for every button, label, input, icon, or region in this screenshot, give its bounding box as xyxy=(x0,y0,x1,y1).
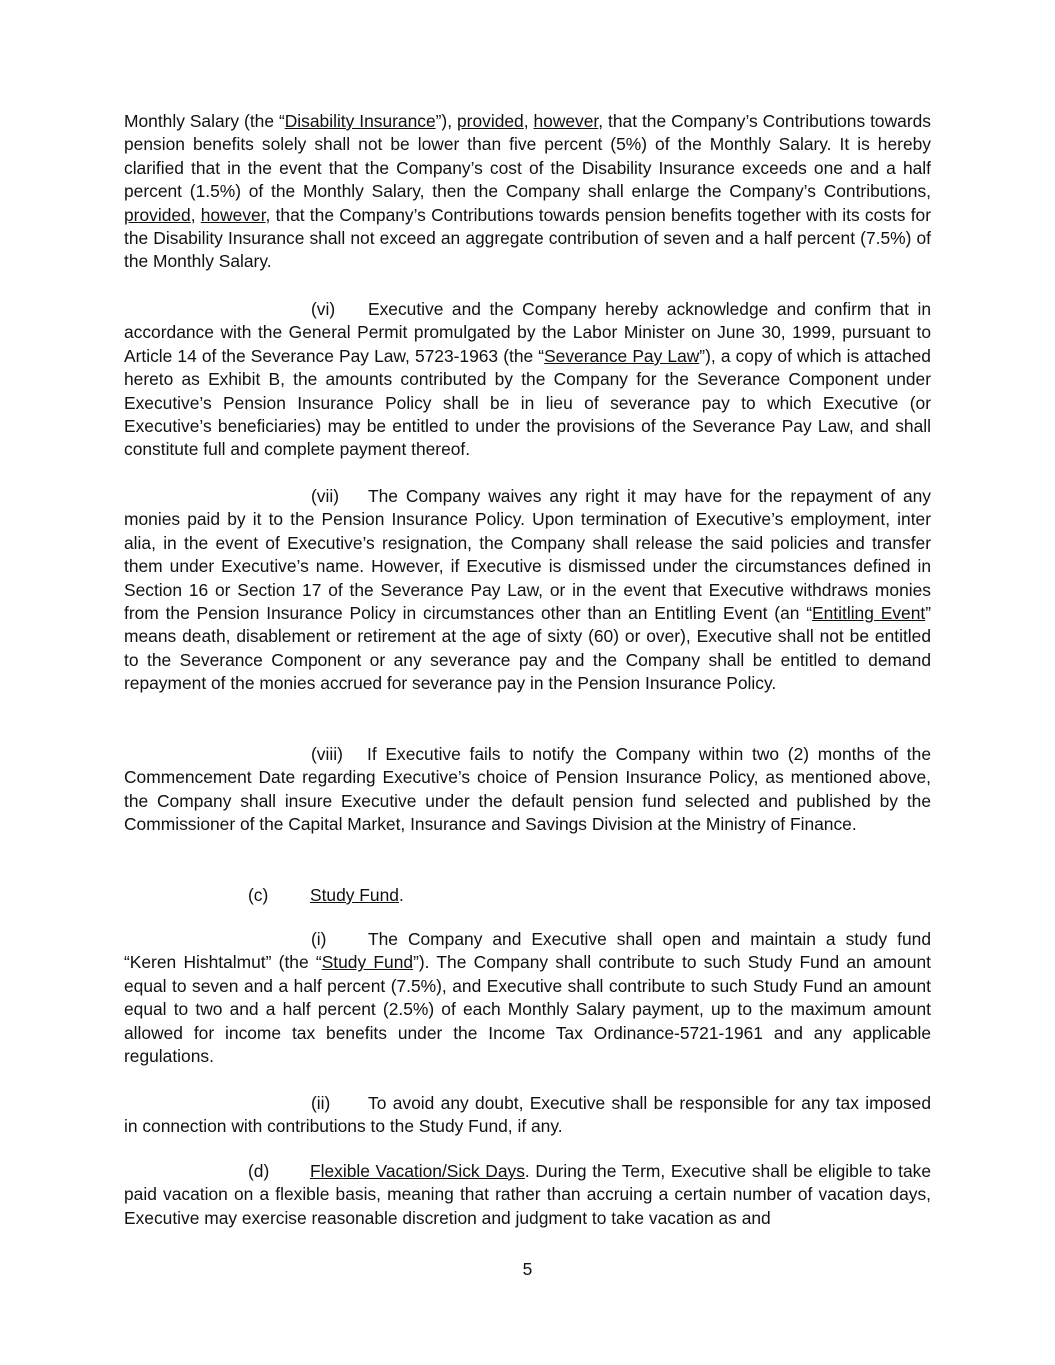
paragraph-viii xyxy=(124,743,931,837)
text-run: ”), a copy of which is attached hereto as Exhibit B, the amounts contributed by the Company for the Severance Component under Executive’s Pension Insurance Policy shall be in lieu of severance pay to which Executive (or Executive’s beneficiaries) may be entitled to under the provisions of the Severance Pay Law, and shall constitute full and complete payment thereof. xyxy=(124,345,931,460)
paragraph-disability-insurance xyxy=(124,110,931,274)
text-run: Monthly Salary (the “ xyxy=(124,111,285,131)
section-title: Study Fund xyxy=(310,885,399,905)
section-heading-study-fund xyxy=(124,884,931,907)
paragraph-study-fund-ii xyxy=(124,1092,931,1139)
text-run: . xyxy=(398,885,404,905)
text-run: ”), xyxy=(435,111,457,131)
emphasis-provided: provided xyxy=(124,204,191,225)
defined-term-severance-pay-law: Severance Pay Law xyxy=(544,345,700,366)
text-run: ”). The Company shall contribute to such Study Fund an amount equal to seven and a half percent (7.5%), and Executive shall contribute to such Study Fund an amount equal to two and a half percent (2.5%) of each Monthly Salary payment, up to the maximum amount allowed for income tax benefits under the Income Tax Ordinance-5721-1961 and any applicable regulations. xyxy=(124,952,931,1067)
emphasis-however: however xyxy=(200,204,266,225)
text-run: , that the Company’s Contributions towards pension benefits solely shall not be lower than five percent (5%) of the Monthly Salary. It is hereby clarified that in the event that the Company’s cost of the Disability Insurance exceeds one and a half percent (1.5%) of the Monthly Salary, then the Company shall enlarge the Company’s Contributions, xyxy=(124,111,931,202)
paragraph-flexible-vacation xyxy=(124,1160,931,1230)
page-number: 5 xyxy=(522,1259,533,1279)
clause-number: (vii) xyxy=(311,486,340,506)
text-run: The Company waives any right it may have for the repayment of any monies paid by it to the Pension Insurance Policy. Upon termination of Executive’s employment, inter alia, in the event of Executive’s resignation, the Company shall release the said policies and transfer them under Executive’s name. However, if Executive is dismissed under the circumstances defined in Section 16 or Section 17 of the Severance Pay Law, or in the event that Executive withdraws monies from the Pension Insurance Policy in circumstances other than an Entitling Event (an “ xyxy=(124,486,931,624)
clause-number: (ii) xyxy=(311,1093,331,1113)
clause-number: (c) xyxy=(248,885,269,905)
text-run: If Executive fails to notify the Company within two (2) months of the Commencement Date regarding Executive’s choice of Pension Insurance Policy, as mentioned above, the Company shall insure Executive under the default pension fund selected and published by the Commissioner of the Capital Market, Insurance and Savings Division at the Ministry of Finance. xyxy=(124,744,931,835)
clause-number: (vi) xyxy=(311,299,336,319)
emphasis-provided: provided xyxy=(457,111,524,131)
text-run: , that the Company’s Contributions towards pension benefits together with its costs for the Disability Insurance shall not exceed an aggregate contribution of seven and a half percent (7.5%) of the Monthly Salary. xyxy=(124,204,931,272)
text-run: To avoid any doubt, Executive shall be responsible for any tax imposed in connection with contributions to the Study Fund, if any. xyxy=(124,1093,931,1137)
clause-number: (d) xyxy=(248,1161,270,1181)
text-run: , xyxy=(523,111,534,131)
defined-term-entitling-event: Entitling Event xyxy=(812,603,926,624)
defined-term-study-fund: Study Fund xyxy=(321,952,414,973)
text-run: The Company and Executive shall open and maintain a study fund “Keren Hishtalmut” (the “ xyxy=(124,929,931,973)
text-run: ” means death, disablement or retirement at the age of sixty (60) or over), Executive shall not be entitled to the Severance Component or any severance pay and the Company shall be entitled to demand repayment of the monies accrued for severance pay in the Pension Insurance Policy. xyxy=(124,603,931,694)
text-run: Executive and the Company hereby acknowledge and confirm that in accordance with the General Permit promulgated by the Labor Minister on June 30, 1999, pursuant to Article 14 of the Severance Pay Law, 5723-1963 (the “ xyxy=(124,299,931,366)
paragraph-vi xyxy=(124,298,931,462)
section-title: Flexible Vacation/Sick Days xyxy=(310,1161,525,1181)
emphasis-however: however xyxy=(533,111,599,131)
clause-number: (i) xyxy=(311,929,327,949)
clause-number: (viii) xyxy=(311,744,343,764)
defined-term-disability-insurance: Disability Insurance xyxy=(284,111,436,131)
text-run: , xyxy=(190,204,201,225)
paragraph-vii xyxy=(124,485,931,696)
text-run: . During the Term, Executive shall be eligible to take paid vacation on a flexible basis, meaning that rather than accruing a certain number of vacation days, Executive may exercise reasonable discretion and judgment to take vacation as and xyxy=(124,1161,932,1228)
paragraph-study-fund-i xyxy=(124,928,931,1068)
